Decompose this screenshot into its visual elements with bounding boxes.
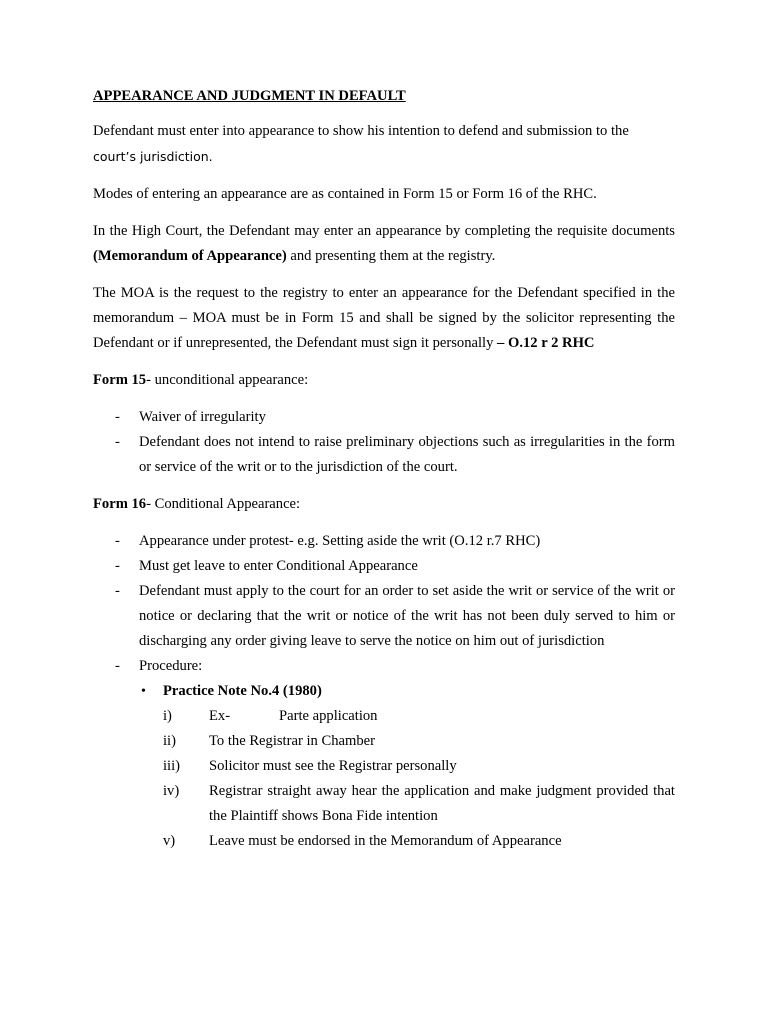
practice-note-label: Practice Note No.4 (1980) <box>163 683 322 699</box>
list-item-text: Waiver of irregularity <box>139 409 266 425</box>
list-item <box>93 529 675 554</box>
form15-rest: - unconditional appearance: <box>146 372 309 388</box>
step-text: To the Registrar in Chamber <box>209 733 375 749</box>
procedure-label: Procedure: <box>139 658 203 674</box>
list-item-procedure <box>93 654 675 854</box>
form15-label: Form 15 <box>93 372 147 388</box>
list-item-text: Defendant does not intend to raise preliminary objections such as irregularities in the form or service of the writ or to the jurisdiction of the court. <box>139 434 675 475</box>
list-item <box>93 405 675 430</box>
procedure-step <box>163 754 675 779</box>
step-text: Parte application <box>279 708 378 724</box>
step-number: iv) <box>163 783 180 799</box>
procedure-steps <box>163 704 675 854</box>
paragraph-appearance-intent-tail: court’s jurisdiction. <box>93 149 213 164</box>
practice-note-item <box>139 679 675 854</box>
paragraph-moa-citation: – O.12 r 2 RHC <box>497 335 595 351</box>
list-item-text: Appearance under protest- e.g. Setting aside the writ (O.12 r.7 RHC) <box>139 533 541 549</box>
paragraph-high-court-after: and presenting them at the registry. <box>286 248 496 264</box>
form16-label: Form 16 <box>93 496 147 512</box>
dash-marker: - <box>115 533 120 549</box>
dash-marker: - <box>115 434 120 450</box>
paragraph-appearance-intent <box>93 119 675 170</box>
paragraph-high-court-bold: (Memorandum of Appearance) <box>93 248 287 264</box>
dash-marker: - <box>115 658 120 674</box>
list-item-text: Must get leave to enter Conditional Appearance <box>139 558 418 574</box>
form16-list <box>93 529 675 854</box>
step-number: i) <box>163 708 172 724</box>
dash-marker: - <box>115 409 120 425</box>
document-title: APPEARANCE AND JUDGMENT IN DEFAULT <box>93 88 406 104</box>
paragraph-moa-text: The MOA is the request to the registry to enter an appearance for the Defendant specified in the memorandum – MOA must be in Form 15 and shall be signed by the solicitor representing the Defendant or if unrepresented, the Defendant must sign it personally <box>93 285 675 351</box>
step-text: Leave must be endorsed in the Memorandum of Appearance <box>209 833 562 849</box>
procedure-step <box>163 729 675 754</box>
procedure-step <box>163 829 675 854</box>
step-number: iii) <box>163 758 181 774</box>
form16-rest: - Conditional Appearance: <box>146 496 301 512</box>
step-text: Solicitor must see the Registrar personally <box>209 758 457 774</box>
procedure-step <box>163 704 675 729</box>
form16-heading <box>93 492 675 517</box>
paragraph-high-court-before: In the High Court, the Defendant may enter an appearance by completing the requisite documents <box>93 223 675 239</box>
paragraph-high-court <box>93 219 675 269</box>
list-item <box>93 554 675 579</box>
paragraph-moa <box>93 281 675 356</box>
list-item <box>93 579 675 654</box>
step-text-prefix: Ex- <box>209 708 231 724</box>
step-number: v) <box>163 833 176 849</box>
step-text: Registrar straight away hear the application and make judgment provided that the Plaintiff shows Bona Fide intention <box>209 783 675 824</box>
procedure-step <box>163 779 675 829</box>
bullet-marker: • <box>141 684 146 699</box>
dash-marker: - <box>115 583 120 599</box>
list-item-text: Defendant must apply to the court for an order to set aside the writ or service of the writ or notice or declaring that the writ or notice of the writ has not been duly served to him or discharging any order giving leave to serve the notice on him out of jurisdiction <box>139 583 675 649</box>
procedure-bullets <box>139 679 675 854</box>
dash-marker: - <box>115 558 120 574</box>
paragraph-appearance-intent-text: Defendant must enter into appearance to show his intention to defend and submission to the <box>93 123 629 139</box>
paragraph-modes: Modes of entering an appearance are as contained in Form 15 or Form 16 of the RHC. <box>93 186 597 202</box>
step-number: ii) <box>163 733 176 749</box>
list-item <box>93 430 675 480</box>
document-page <box>93 84 675 866</box>
form15-list <box>93 405 675 480</box>
form15-heading <box>93 368 675 393</box>
